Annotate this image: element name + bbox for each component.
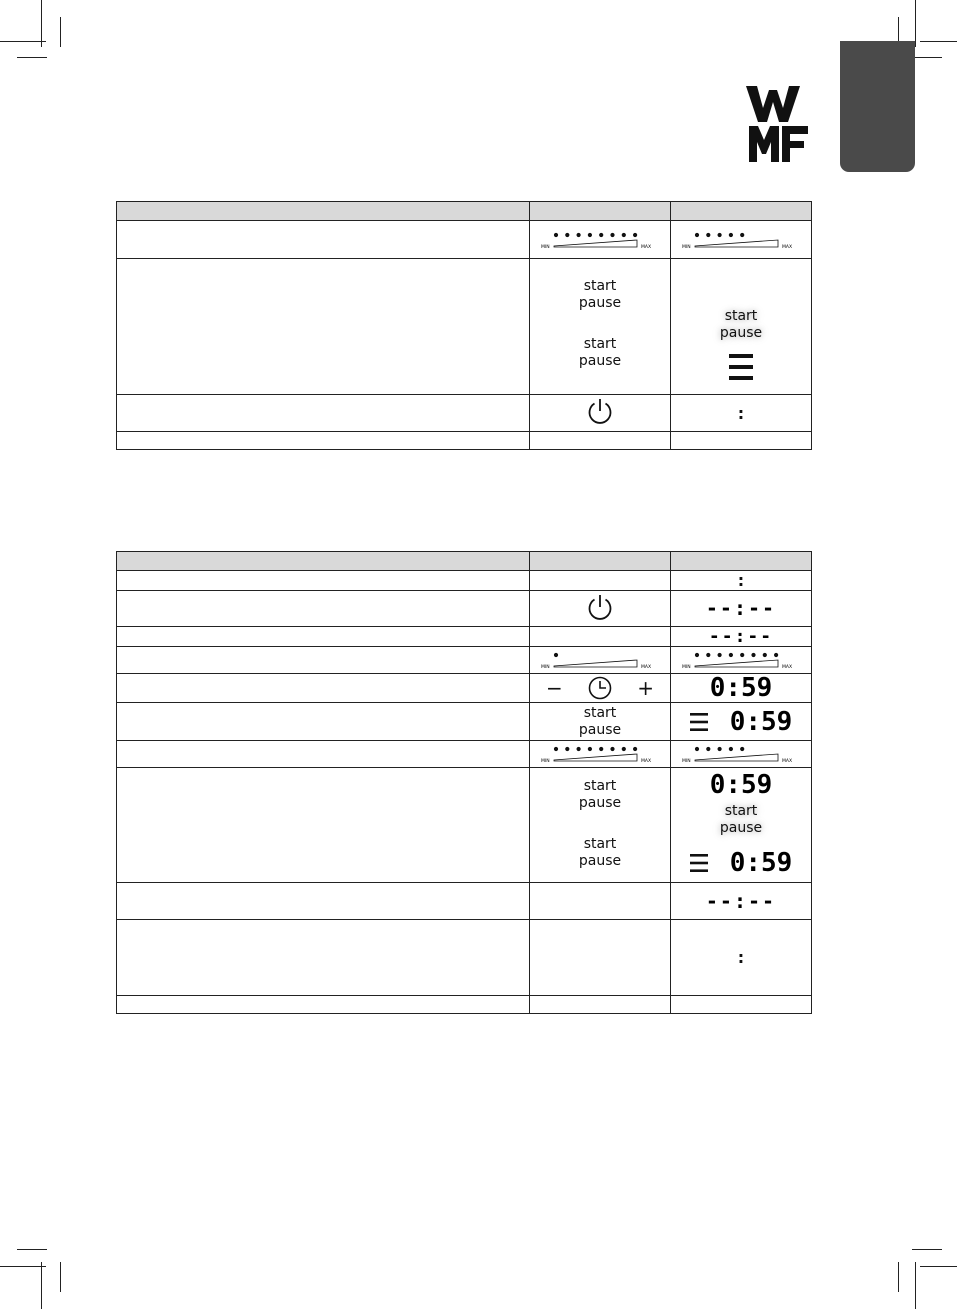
table-row [117, 920, 812, 996]
level-indicator [540, 647, 660, 669]
table-row [117, 627, 812, 647]
minus-button: − [546, 676, 563, 700]
level-indicator [540, 741, 660, 763]
level-dot [751, 653, 755, 657]
header-cell [117, 552, 530, 571]
level-dot [610, 747, 614, 751]
level-indicator-cell [530, 221, 671, 259]
display-cell [671, 883, 812, 920]
empty-cell [530, 996, 671, 1014]
pause-label: pause [578, 721, 622, 738]
display-cell [671, 627, 812, 647]
description-cell [117, 221, 530, 259]
chapter-tab [840, 41, 915, 172]
table-row [117, 432, 812, 450]
crop-mark [912, 57, 942, 58]
timer-controls-cell [530, 674, 671, 703]
start-pause-cell [530, 259, 671, 395]
description-cell [117, 703, 530, 741]
empty-cell [530, 883, 671, 920]
empty-cell [530, 432, 671, 450]
level-dot [554, 653, 558, 657]
display-cell [671, 703, 812, 741]
description-cell [117, 432, 530, 450]
crop-mark [0, 1266, 46, 1267]
table-header-row [117, 202, 812, 221]
start-pause-lit [720, 803, 762, 837]
start-label: start [583, 336, 617, 352]
power-cell [530, 591, 671, 627]
start-label: start [583, 778, 617, 794]
level-indicator-cell [530, 741, 671, 768]
level-wedge [554, 660, 637, 667]
level-wedge [554, 240, 637, 247]
level-indicator-cell [530, 647, 671, 674]
display-colon: : [737, 948, 745, 967]
pause-label: pause [578, 353, 622, 369]
crop-mark [915, 0, 916, 47]
min-label: MIN [682, 665, 691, 669]
level-wedge [695, 660, 778, 667]
table-row [117, 768, 812, 883]
min-label: MIN [541, 244, 550, 250]
crop-mark [920, 1266, 957, 1267]
display-time: 0:59 [709, 673, 773, 703]
description-cell [117, 571, 530, 591]
empty-cell [530, 627, 671, 647]
table-1 [116, 201, 812, 450]
crop-mark [17, 57, 47, 58]
display-cell [671, 591, 812, 627]
start-pause-button [579, 778, 621, 812]
start-pause-button [579, 705, 621, 739]
display-time: 0:59 [729, 706, 793, 737]
level-indicator [681, 223, 801, 253]
crop-mark [60, 17, 61, 47]
crop-mark [920, 41, 957, 42]
description-cell [117, 674, 530, 703]
display-cell [671, 395, 812, 432]
description-cell [117, 395, 530, 432]
description-cell [117, 883, 530, 920]
start-label: start [583, 278, 617, 294]
header-cell [671, 202, 812, 221]
table-header-row [117, 552, 812, 571]
header-cell [530, 202, 671, 221]
program-bars-icon [690, 712, 708, 732]
table-row [117, 674, 812, 703]
program-bars-icon [728, 353, 754, 381]
max-label: MAX [641, 665, 652, 669]
description-cell [117, 768, 530, 883]
level-dot [740, 232, 744, 236]
table-row [117, 996, 812, 1014]
plus-button: + [637, 676, 654, 700]
pause-label: pause [578, 795, 622, 811]
display-dashes: --:-- [708, 626, 774, 647]
level-dot [774, 653, 778, 657]
start-pause-button [579, 278, 621, 312]
level-dot [718, 653, 722, 657]
description-cell [117, 259, 530, 395]
level-indicator-cell [671, 221, 812, 259]
level-dot [633, 747, 637, 751]
level-dot [706, 232, 710, 236]
level-dot [695, 232, 699, 236]
description-cell [117, 647, 530, 674]
crop-mark [41, 0, 42, 47]
crop-mark [41, 1262, 42, 1309]
display-colon: : [737, 571, 745, 590]
table-row [117, 883, 812, 920]
empty-cell [671, 996, 812, 1014]
display-cell [671, 571, 812, 591]
level-dot [729, 747, 733, 751]
crop-mark [17, 1249, 47, 1250]
min-label: MIN [541, 759, 550, 763]
pause-label: pause [719, 820, 763, 836]
display-cell [671, 768, 812, 883]
level-indicator [681, 741, 801, 763]
level-dot [554, 232, 558, 236]
level-dot [599, 747, 603, 751]
min-label: MIN [541, 665, 550, 669]
level-indicator [540, 223, 660, 253]
program-bars-icon [690, 853, 708, 873]
display-cell [671, 674, 812, 703]
level-dot [599, 232, 603, 236]
start-pause-cell [530, 703, 671, 741]
level-dot [577, 232, 581, 236]
min-label: MIN [682, 244, 691, 250]
header-cell [671, 552, 812, 571]
max-label: MAX [641, 759, 652, 763]
wmf-logo [746, 86, 810, 162]
start-label: start [583, 704, 617, 721]
table-row [117, 741, 812, 768]
level-dot [718, 232, 722, 236]
power-icon [586, 593, 614, 621]
power-cell [530, 395, 671, 432]
start-pause-cell [530, 768, 671, 883]
description-cell [117, 627, 530, 647]
level-dot [554, 747, 558, 751]
start-label: start [724, 308, 758, 324]
crop-mark [912, 1249, 942, 1250]
max-label: MAX [782, 244, 793, 250]
empty-cell [671, 432, 812, 450]
level-dot [622, 232, 626, 236]
clock-icon [588, 676, 612, 700]
level-dot [588, 747, 592, 751]
table-row [117, 395, 812, 432]
start-pause-lit [720, 308, 762, 342]
start-label: start [724, 803, 758, 819]
start-pause-button [579, 336, 621, 370]
display-dashes: --:-- [705, 888, 777, 913]
display-dashes: --:-- [705, 596, 777, 620]
level-dot [633, 232, 637, 236]
min-label: MIN [682, 759, 691, 763]
level-wedge [695, 240, 778, 247]
start-pause-button [579, 836, 621, 870]
description-cell [117, 920, 530, 996]
start-label: start [583, 836, 617, 852]
level-dot [588, 232, 592, 236]
empty-cell [530, 920, 671, 996]
level-dot [695, 747, 699, 751]
crop-mark [60, 1262, 61, 1292]
level-dot [565, 232, 569, 236]
level-wedge [554, 754, 637, 761]
table-row [117, 571, 812, 591]
pause-label: pause [719, 325, 763, 341]
display-colon: : [737, 403, 745, 423]
header-cell [117, 202, 530, 221]
level-indicator-cell [671, 741, 812, 768]
level-wedge [695, 754, 778, 761]
table-row [117, 259, 812, 395]
level-dot [718, 747, 722, 751]
max-label: MAX [782, 665, 793, 669]
max-label: MAX [782, 759, 793, 763]
level-dot [729, 232, 733, 236]
power-icon [586, 397, 614, 425]
level-dot [763, 653, 767, 657]
description-cell [117, 591, 530, 627]
table-row [117, 647, 812, 674]
table-2 [116, 551, 812, 1014]
table-row [117, 591, 812, 627]
description-cell [117, 741, 530, 768]
crop-mark [898, 1262, 899, 1292]
crop-mark [0, 41, 46, 42]
level-dot [740, 747, 744, 751]
table-row [117, 221, 812, 259]
level-dot [695, 653, 699, 657]
display-cell [671, 920, 812, 996]
level-dot [565, 747, 569, 751]
level-dot [729, 653, 733, 657]
header-cell [530, 552, 671, 571]
level-dot [577, 747, 581, 751]
display-time: 0:59 [709, 770, 773, 800]
crop-mark [915, 1262, 916, 1309]
description-cell [117, 996, 530, 1014]
display-time: 0:59 [729, 848, 793, 878]
level-dot [706, 653, 710, 657]
level-dot [706, 747, 710, 751]
level-indicator-cell [671, 647, 812, 674]
level-dot [740, 653, 744, 657]
display-cell [671, 259, 812, 395]
level-indicator [681, 647, 801, 669]
empty-cell [530, 571, 671, 591]
pause-label: pause [578, 853, 622, 869]
pause-label: pause [578, 295, 622, 311]
level-dot [610, 232, 614, 236]
level-dot [622, 747, 626, 751]
table-row [117, 703, 812, 741]
max-label: MAX [641, 244, 652, 250]
